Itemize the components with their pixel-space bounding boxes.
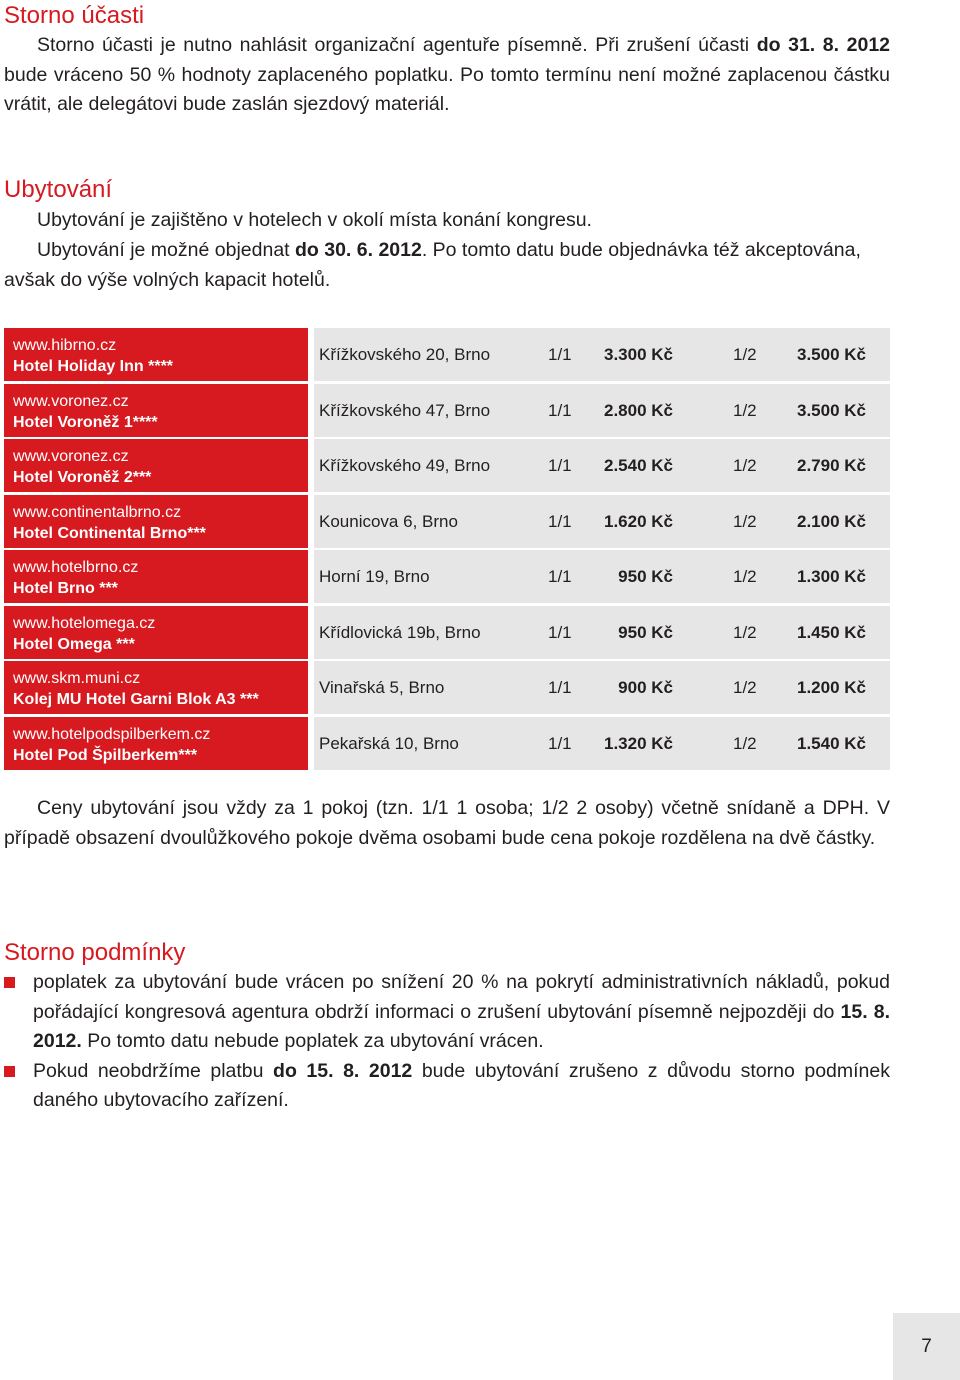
table-row: [4, 328, 890, 381]
condition-1-rest: Po tomto datu nebude poplatek za ubytování vrácen.: [81, 1030, 544, 1052]
hotel-name: Hotel Holiday Inn ****: [13, 358, 174, 375]
hotel-url[interactable]: www.skm.muni.cz: [13, 670, 141, 687]
room-type-single: 1/1: [548, 733, 572, 753]
price-double: 3.500 Kč: [797, 345, 866, 364]
room-type-single: 1/1: [548, 345, 572, 364]
price-double: 1.540 Kč: [797, 733, 866, 753]
price-single: 3.300 Kč: [604, 345, 673, 364]
condition-2-pre: Pokud neobdržíme platbu: [33, 1059, 274, 1082]
room-type-single: 1/1: [548, 400, 572, 420]
hotel-url[interactable]: www.continentalbrno.cz: [13, 503, 182, 521]
room-type-single: 1/1: [548, 567, 572, 586]
hotel-details-cell: [314, 495, 890, 548]
table-row: [4, 717, 890, 770]
room-type-single: 1/1: [548, 678, 572, 697]
hotel-name-cell: [4, 550, 308, 603]
price-double: 1.200 Kč: [797, 678, 866, 697]
list-item: [4, 968, 890, 1057]
section-heading-storno-podminky: Storno podmínky: [4, 939, 186, 966]
price-double: 1.300 Kč: [797, 567, 866, 586]
room-type-double: 1/2: [733, 678, 757, 697]
hotel-name: Hotel Omega ***: [13, 635, 135, 653]
storno-conditions-list: [4, 968, 890, 1116]
table-row: [4, 661, 890, 714]
hotel-name: Hotel Continental Brno***: [13, 524, 206, 542]
condition-2-date: do 15. 8. 2012: [273, 1059, 413, 1082]
price-note: Ceny ubytování jsou vždy za 1 pokoj (tzn. 1/1 1 osoba; 1/2 2 osoby) včetně snídaně a DPH. V případě obsazení dvoulůžkového pokoje dvěma osobami bude cena pokoje rozdělena na dvě částky.: [4, 797, 890, 849]
storno-ucasti-line1: Storno účasti je nutno nahlásit organizační agentuře písemně. Při zrušení účasti: [37, 34, 750, 56]
price-single: 950 Kč: [618, 622, 673, 642]
room-type-double: 1/2: [733, 567, 757, 586]
hotel-url[interactable]: www.hotelomega.cz: [13, 614, 156, 632]
storno-ucasti-rest: bude vráceno 50 % hodnoty zaplaceného poplatku. Po tomto termínu není možné zaplacenou částku vrátit, ale delegátovi bude zaslán sjezdový materiál.: [4, 63, 890, 115]
storno-ucasti-deadline: do 31. 8. 2012: [756, 34, 891, 56]
hotel-name: Hotel Voroněž 2***: [13, 469, 152, 486]
hotel-address: Křížkovského 47, Brno: [319, 400, 491, 420]
ubytovani-paragraph: [4, 236, 890, 295]
room-type-double: 1/2: [733, 400, 757, 420]
ubytovani-line2-pre: Ubytování je možné objednat: [37, 239, 295, 261]
ubytovani-line2-rest: . Po tomto datu bude objednávka též akceptována, avšak do výše volných kapacit hotelů.: [4, 239, 861, 291]
hotel-name: Hotel Pod Špilberkem***: [13, 746, 198, 764]
hotel-name-cell: [4, 717, 308, 770]
hotel-details-cell: [314, 384, 890, 437]
section-heading-ubytovani: Ubytování: [4, 176, 113, 203]
hotel-name-cell: [4, 384, 308, 437]
hotel-address: Vinařská 5, Brno: [319, 678, 445, 697]
hotel-address: Pekařská 10, Brno: [319, 733, 459, 753]
room-type-single: 1/1: [548, 511, 572, 531]
hotel-details-cell: [314, 550, 890, 603]
hotel-name-cell: [4, 328, 308, 381]
hotel-details-cell: [314, 328, 890, 381]
hotel-url[interactable]: www.hotelbrno.cz: [13, 559, 139, 576]
hotel-url[interactable]: www.voronez.cz: [13, 448, 129, 465]
price-double: 2.790 Kč: [797, 456, 866, 475]
price-double: 3.500 Kč: [797, 400, 866, 420]
list-item: [4, 1057, 890, 1116]
condition-2-rest: bude ubytování zrušeno z důvodu storno podmínek daného ubytovacího zařízení.: [33, 1059, 891, 1111]
condition-1-date: 15. 8. 2012.: [33, 1000, 890, 1052]
ubytovani-line1: Ubytování je zajištěno v hotelech v okolí místa konání kongresu.: [37, 209, 592, 231]
hotel-url[interactable]: www.hotelpodspilberkem.cz: [13, 725, 211, 743]
hotel-address: Křídlovická 19b, Brno: [319, 622, 481, 642]
ubytovani-deadline: do 30. 6. 2012: [295, 239, 422, 261]
hotel-url[interactable]: www.hibrno.cz: [13, 337, 117, 354]
section-heading-storno-ucasti: Storno účasti: [4, 2, 145, 29]
price-single: 900 Kč: [618, 678, 673, 697]
hotel-url[interactable]: www.voronez.cz: [13, 392, 129, 410]
table-row: [4, 550, 890, 603]
hotel-name-cell: [4, 439, 308, 492]
room-type-double: 1/2: [733, 733, 757, 753]
table-row: [4, 495, 890, 548]
table-row: [4, 606, 890, 659]
hotel-name-cell: [4, 495, 308, 548]
hotel-details-cell: [314, 717, 890, 770]
price-double: 2.100 Kč: [797, 511, 866, 531]
storno-ucasti-paragraph: [4, 31, 890, 120]
price-single: 2.540 Kč: [604, 456, 673, 475]
hotel-details-cell: [314, 439, 890, 492]
hotel-name: Kolej MU Hotel Garni Blok A3 ***: [13, 691, 259, 708]
hotel-name-cell: [4, 606, 308, 659]
hotel-details-cell: [314, 661, 890, 714]
condition-1-pre: poplatek za ubytování bude vrácen po snížení 20 % na pokrytí administrativních nákladů, pokud pořádající kongresová agentura obdrží informaci o zrušení ubytování písemně nejpozději do: [33, 971, 890, 1023]
price-single: 2.800 Kč: [604, 400, 673, 420]
page-number: 7: [893, 1313, 960, 1380]
room-type-single: 1/1: [548, 622, 572, 642]
hotel-name: Hotel Voroněž 1****: [13, 413, 158, 431]
price-single: 1.320 Kč: [604, 733, 673, 753]
room-type-double: 1/2: [733, 345, 757, 364]
hotel-address: Horní 19, Brno: [319, 567, 430, 586]
table-row: [4, 439, 890, 492]
room-type-single: 1/1: [548, 456, 572, 475]
hotel-address: Křížkovského 20, Brno: [319, 345, 491, 364]
bullet-square-icon: [4, 1066, 15, 1077]
bullet-square-icon: [4, 977, 15, 988]
hotel-address: Křížkovského 49, Brno: [319, 456, 491, 475]
room-type-double: 1/2: [733, 456, 757, 475]
price-double: 1.450 Kč: [797, 622, 866, 642]
price-single: 1.620 Kč: [604, 511, 673, 531]
room-type-double: 1/2: [733, 511, 757, 531]
hotel-name: Hotel Brno ***: [13, 580, 118, 597]
hotel-address: Kounicova 6, Brno: [319, 511, 458, 531]
table-row: [4, 384, 890, 437]
hotel-name-cell: [4, 661, 308, 714]
price-single: 950 Kč: [618, 567, 673, 586]
hotel-details-cell: [314, 606, 890, 659]
room-type-double: 1/2: [733, 622, 757, 642]
